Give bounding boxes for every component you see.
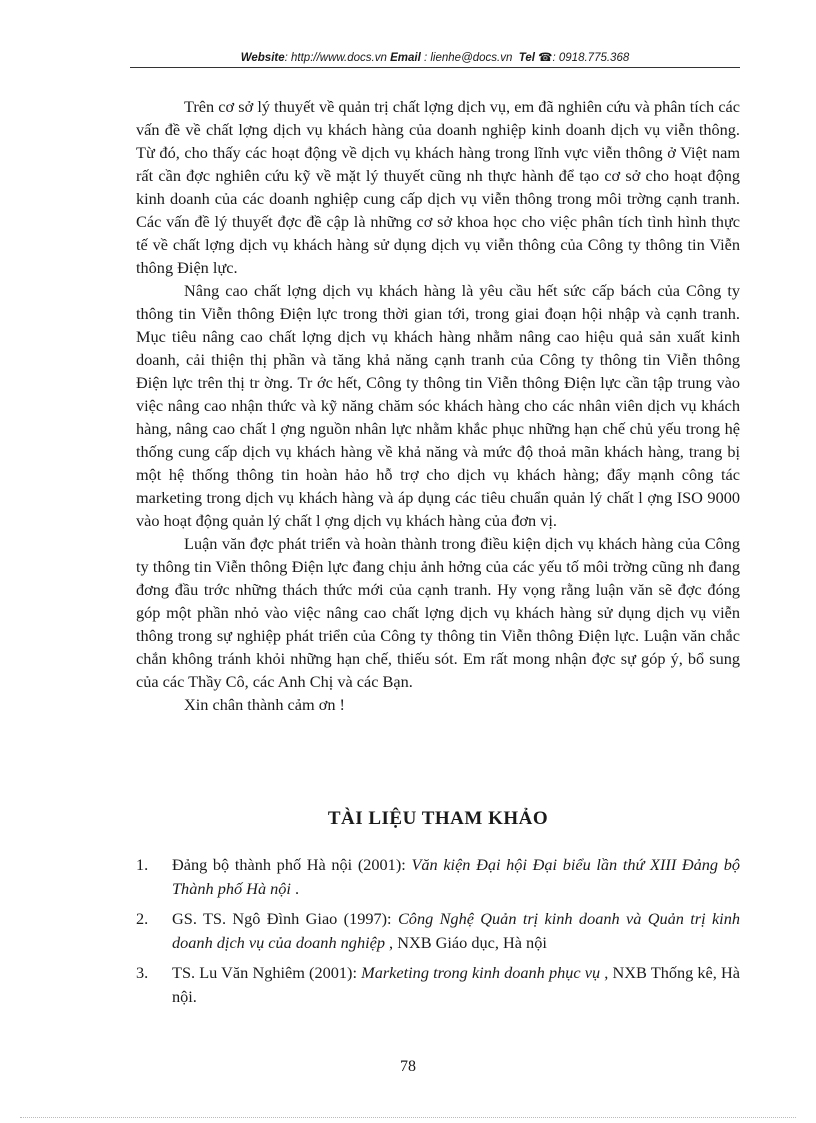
closing-line: Xin chân thành cảm ơn ! bbox=[184, 695, 345, 714]
references-title: TÀI LIỆU THAM KHẢO bbox=[327, 808, 549, 829]
reference-title: Công Nghệ Quản trị kinh doanh và Quản trị kinh doanh dịch vụ của doanh nghiệp bbox=[172, 909, 740, 952]
paragraph-3: Luận văn đợc phát triển và hoàn thành trong điều kiện dịch vụ khách hàng của Công ty thông tin Viễn thông Điện lực đang chịu ảnh hởng của các yếu tố môi trờng cũng nh đang đơng đầu trớc những thách thức mới của cạnh tranh. Hy vọng rằng luận văn sẽ đợc đóng góp một phần nhỏ vào việc nâng cao chất lợng dịch vụ khách hàng sử dụng dịch vụ viễn thông trong sự nghiệp phát triển của Công ty thông tin Viễn thông Điện lực. Luận văn chắc chắn không tránh khỏi những hạn chế, thiếu sót. Em rất mong nhận đợc sự góp ý, bổ sung của các Thầy Cô, các Anh Chị và các Bạn. bbox=[136, 534, 740, 691]
paragraph-2: Nâng cao chất lợng dịch vụ khách hàng là yêu cầu hết sức cấp bách của Công ty thông tin Viễn thông Điện lực trong thời gian tới, trong giai đoạn hội nhập và cạnh tranh. Mục tiêu nâng cao chất lợng dịch vụ khách hàng nhằm nâng cao hiệu quả sản xuất kinh doanh, cải thiện thị phần và tăng khả năng cạnh tranh của Công ty thông tin Viễn thông Điện lực trên thị tr ờng. Tr ớc hết, Công ty thông tin Viễn thông Điện lực cần tập trung vào việc nâng cao nhận thức và kỹ năng chăm sóc khách hàng cho các nhân viên dịch vụ khách hàng, nâng cao chất l ợng nguồn nhân lực nhằm khắc phục những hạn chế chủ yếu trong hệ thống cung cấp dịch vụ khách hàng về khả năng và mức độ thoả mãn khách hàng, trang bị một hệ thống thông tin hoàn hảo hỗ trợ cho dịch vụ khách hàng; đẩy mạnh công tác marketing trong dịch vụ khách hàng và áp dụng các tiêu chuẩn quản lý chất l ợng ISO 9000 vào hoạt động quản lý chất l ợng dịch vụ khách hàng của đơn vị. bbox=[136, 281, 740, 530]
reference-publisher: , NXB Thống kê, Hà nội. bbox=[172, 963, 740, 1006]
phone-icon: ☎ bbox=[538, 52, 553, 64]
reference-item bbox=[136, 853, 740, 901]
reference-author: TS. Lu Văn Nghiêm (2001): bbox=[172, 963, 362, 982]
page-header bbox=[130, 50, 740, 64]
reference-author: Đảng bộ thành phố Hà nội (2001): bbox=[172, 855, 412, 874]
reference-title: Marketing trong kinh doanh phục vụ bbox=[361, 963, 601, 982]
email-label: Email bbox=[390, 52, 421, 64]
reference-title: Văn kiện Đại hội Đại biểu lần thứ XIII Đảng bộ Thành phố Hà nội bbox=[172, 855, 741, 898]
reference-number: 3. bbox=[136, 963, 149, 982]
reference-publisher: . bbox=[290, 879, 300, 898]
references-list bbox=[136, 853, 740, 1015]
reference-author: GS. TS. Ngô Đình Giao (1997): bbox=[172, 909, 398, 928]
website-value[interactable]: : http://www.docs.vn bbox=[284, 52, 387, 64]
reference-number: 2. bbox=[136, 909, 149, 928]
page-number: 78 bbox=[400, 1058, 416, 1075]
email-value[interactable]: : lienhe@docs.vn bbox=[423, 52, 513, 64]
page-bottom-divider bbox=[20, 1117, 796, 1118]
document-body bbox=[136, 95, 740, 716]
paragraph-1: Trên cơ sở lý thuyết về quản trị chất lợng dịch vụ, em đã nghiên cứu và phân tích các vấn đề về chất lợng dịch vụ khách hàng của doanh nghiệp kinh doanh dịch vụ viễn thông. Từ đó, cho thấy các hoạt động về dịch vụ khách hàng trong lĩnh vực viễn thông ở Việt nam rất cần đợc nghiên cứu kỹ về mặt lý thuyết cũng nh thực hành để tạo cơ sở cho hoạt động kinh doanh của các doanh nghiệp cung cấp dịch vụ viễn thông trong môi trờng cạnh tranh. Các vấn đề lý thuyết đợc đề cập là những cơ sở khoa học cho việc phân tích tình hình thực tế về chất lợng dịch vụ khách hàng sử dụng dịch vụ viễn thông của Công ty thông tin Viễn thông Điện lực. bbox=[136, 97, 740, 277]
website-label: Website bbox=[240, 52, 285, 64]
tel-value: : 0918.775.368 bbox=[552, 52, 630, 64]
reference-item bbox=[136, 907, 740, 955]
reference-item bbox=[136, 961, 740, 1009]
tel-label: Tel bbox=[518, 52, 535, 64]
reference-number: 1. bbox=[136, 855, 149, 874]
header-divider bbox=[130, 67, 740, 68]
reference-publisher: , NXB Giáo dục, Hà nội bbox=[384, 933, 547, 952]
